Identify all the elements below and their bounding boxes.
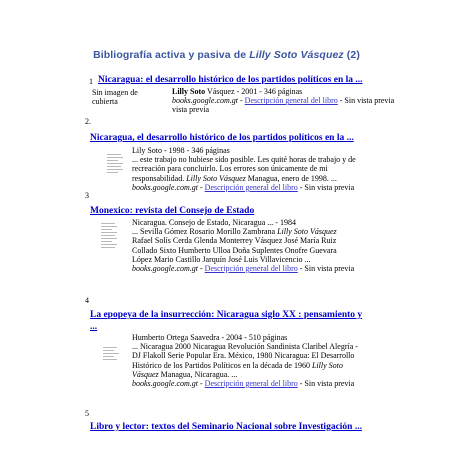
result-snippet: Managua, enero de 1998. ... bbox=[245, 173, 337, 183]
result-source: books.google.com.gt bbox=[132, 264, 198, 274]
result-title-link[interactable]: La epopeya de la insurrección: Nicaragua siglo XX : pensamiento y bbox=[90, 310, 363, 320]
result-snippet: recreación para concluirlo. Los errores son únicamente de mi bbox=[132, 164, 328, 174]
result-sep: - bbox=[198, 182, 205, 192]
book-overview-link[interactable]: Descripción general del libro bbox=[204, 379, 298, 389]
result-source: books.google.com.gt bbox=[132, 379, 198, 389]
result-snippet: ... este trabajo no hubiese sido posible. Les quité horas de trabajo y de bbox=[132, 155, 356, 165]
result-title-link[interactable]: Libro y lector: textos del Seminario Nacional sobre Investigación ... bbox=[90, 422, 362, 432]
result-snippet-author: Vásquez bbox=[132, 369, 159, 379]
result-snippet: Managua, Nicaragua. ... bbox=[158, 369, 238, 379]
result-snippet: Rafael Solís Cerda Glenda Monterrey Vásquez José María Ruiz bbox=[132, 236, 337, 246]
result-snippet-author: Lilly Soto Vásquez bbox=[277, 227, 337, 237]
result-meta bbox=[132, 218, 354, 273]
book-cover-thumbnail[interactable] bbox=[100, 221, 118, 255]
result-snippet: Collado Sixto Humberto Ulloa Doña Suplentes Onofre Guevara bbox=[132, 245, 337, 255]
result-author: Lilly Soto bbox=[172, 87, 206, 96]
result-snippet: responsabilidad. bbox=[132, 173, 187, 183]
result-title-link[interactable]: Nicaragua, el desarrollo histórico de los partidos políticos en la ... bbox=[90, 133, 354, 143]
result-snippet: Histórico de los Partidos Políticos en la década de 1960 bbox=[132, 360, 312, 370]
book-overview-link[interactable]: Descripción general del libro bbox=[204, 264, 298, 274]
result-snippet: DJ Flakoll Serie Popular Era. México, 1980 Nicaragua: El Desarrollo bbox=[132, 351, 355, 361]
result-snippet-author: Lilly Soto bbox=[311, 360, 343, 370]
result-preview-cont: vista previa bbox=[172, 105, 210, 115]
result-title-link[interactable]: Monexico: revista del Consejo de Estado bbox=[90, 206, 255, 216]
title-suffix: (2) bbox=[343, 49, 360, 61]
book-cover-thumbnail[interactable] bbox=[102, 345, 120, 367]
result-title-link-cont[interactable]: ... bbox=[90, 322, 98, 332]
result-snippet-author: Lilly Soto Vásquez bbox=[186, 173, 246, 183]
result-preview: - Sin vista previa bbox=[297, 379, 355, 389]
result-preview: - Sin vista previa bbox=[297, 182, 355, 192]
result-sep: - bbox=[198, 264, 205, 274]
result-snippet: ... Nicaragua 2000 Nicaragua Revolución Sandinista Claribel Alegría - bbox=[132, 342, 358, 352]
result-meta bbox=[172, 87, 394, 115]
result-source: books.google.com.gt bbox=[132, 182, 198, 192]
result-number: 2. bbox=[85, 117, 91, 126]
result-snippet: López Mario Castillo Jarquín José Luis Villavicencio ... bbox=[132, 254, 311, 264]
result-pub: - 1998 - 346 páginas bbox=[162, 146, 230, 155]
result-pub: Nicaragua. Consejo de Estado, Nicaragua ... - 1984 bbox=[132, 218, 296, 227]
title-name: Lilly Soto Vásquez bbox=[249, 49, 344, 61]
result-sep: - bbox=[198, 379, 205, 389]
title-prefix: Bibliografía activa y pasiva de bbox=[93, 49, 250, 61]
result-author: Lily Soto bbox=[132, 146, 163, 155]
result-meta bbox=[132, 333, 358, 388]
no-cover-label: Sin imagen de cubierta bbox=[92, 88, 138, 106]
result-source: books.google.com.gt bbox=[172, 96, 238, 106]
result-preview: - Sin vista previa bbox=[297, 264, 355, 274]
result-number: 5 bbox=[85, 409, 89, 418]
book-cover-thumbnail[interactable] bbox=[106, 152, 124, 178]
result-number: 4 bbox=[85, 296, 89, 305]
result-preview: - Sin vista previa bbox=[337, 96, 395, 106]
result-sep: - bbox=[238, 96, 245, 106]
result-snippet: ... Sevilla Gómez Rosario Morillo Zambrana bbox=[132, 227, 278, 237]
result-pub: Humberto Ortega Saavedra - 2004 - 510 páginas bbox=[132, 333, 288, 342]
book-overview-link[interactable]: Descripción general del libro bbox=[244, 96, 338, 106]
result-pub: Vásquez - 2001 - 346 páginas bbox=[205, 87, 303, 96]
result-meta bbox=[132, 146, 356, 192]
result-title-link[interactable]: Nicaragua: el desarrollo histórico de los partidos políticos en la ... bbox=[98, 75, 363, 85]
book-overview-link[interactable]: Descripción general del libro bbox=[204, 182, 298, 192]
result-number: 1 bbox=[89, 77, 93, 86]
page-title bbox=[0, 49, 453, 61]
result-number: 3 bbox=[85, 191, 89, 200]
